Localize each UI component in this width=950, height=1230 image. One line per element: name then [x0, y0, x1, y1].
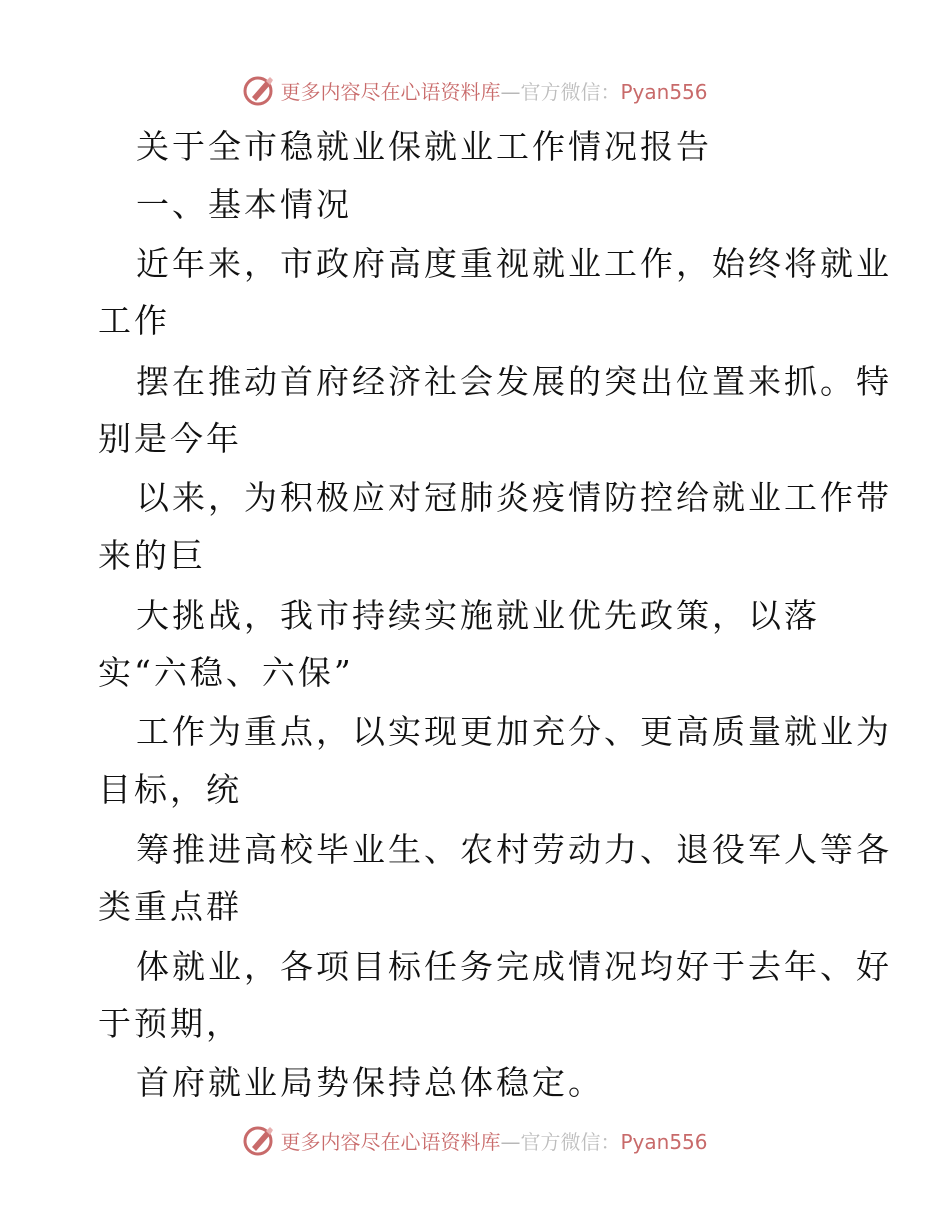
- paragraph-line: 大挑战，我市持续实施就业优先政策，以落: [136, 596, 820, 635]
- banner-text: [280, 1126, 707, 1155]
- doc-title: 关于全市稳就业保就业工作情况报告: [136, 127, 712, 166]
- paragraph-line: 首府就业局势保持总体稳定。: [136, 1063, 604, 1102]
- paragraph-line: 近年来，市政府高度重视就业工作，始终将就业: [136, 244, 892, 283]
- paragraph-line: 目标，统: [98, 770, 242, 809]
- banner-main-text: 更多内容尽在心语资料库: [280, 1129, 501, 1154]
- section-heading: 一、基本情况: [136, 185, 352, 224]
- header-banner: [0, 70, 950, 110]
- paragraph-line: 体就业，各项目标任务完成情况均好于去年、好: [136, 947, 892, 986]
- banner-wechat-id: Pyan556: [620, 79, 708, 104]
- banner-dash: —: [500, 79, 521, 104]
- paragraph-line: 工作: [98, 301, 170, 340]
- paragraph-line: 类重点群: [98, 887, 242, 926]
- banner-text: [280, 76, 707, 105]
- banner-wechat-label: 官方微信：: [520, 79, 621, 104]
- paragraph-line: 以来，为积极应对冠肺炎疫情防控给就业工作带: [136, 478, 892, 517]
- paragraph-line: 别是今年: [98, 419, 242, 458]
- paragraph-line: 来的巨: [98, 536, 206, 575]
- paragraph-line: 摆在推动首府经济社会发展的突出位置来抓。特: [136, 362, 892, 401]
- pen-logo-icon: [242, 73, 276, 107]
- pen-logo-icon: [242, 1123, 276, 1157]
- paragraph-line: 于预期，: [98, 1004, 242, 1043]
- banner-wechat-id: Pyan556: [620, 1129, 708, 1154]
- banner-wechat-label: 官方微信：: [520, 1129, 621, 1154]
- footer-banner: [0, 1120, 950, 1160]
- paragraph-line: 实“六稳、六保”: [98, 653, 354, 692]
- paragraph-line: 工作为重点，以实现更加充分、更高质量就业为: [136, 712, 892, 751]
- banner-dash: —: [500, 1129, 521, 1154]
- banner-main-text: 更多内容尽在心语资料库: [280, 79, 501, 104]
- paragraph-line: 筹推进高校毕业生、农村劳动力、退役军人等各: [136, 830, 892, 869]
